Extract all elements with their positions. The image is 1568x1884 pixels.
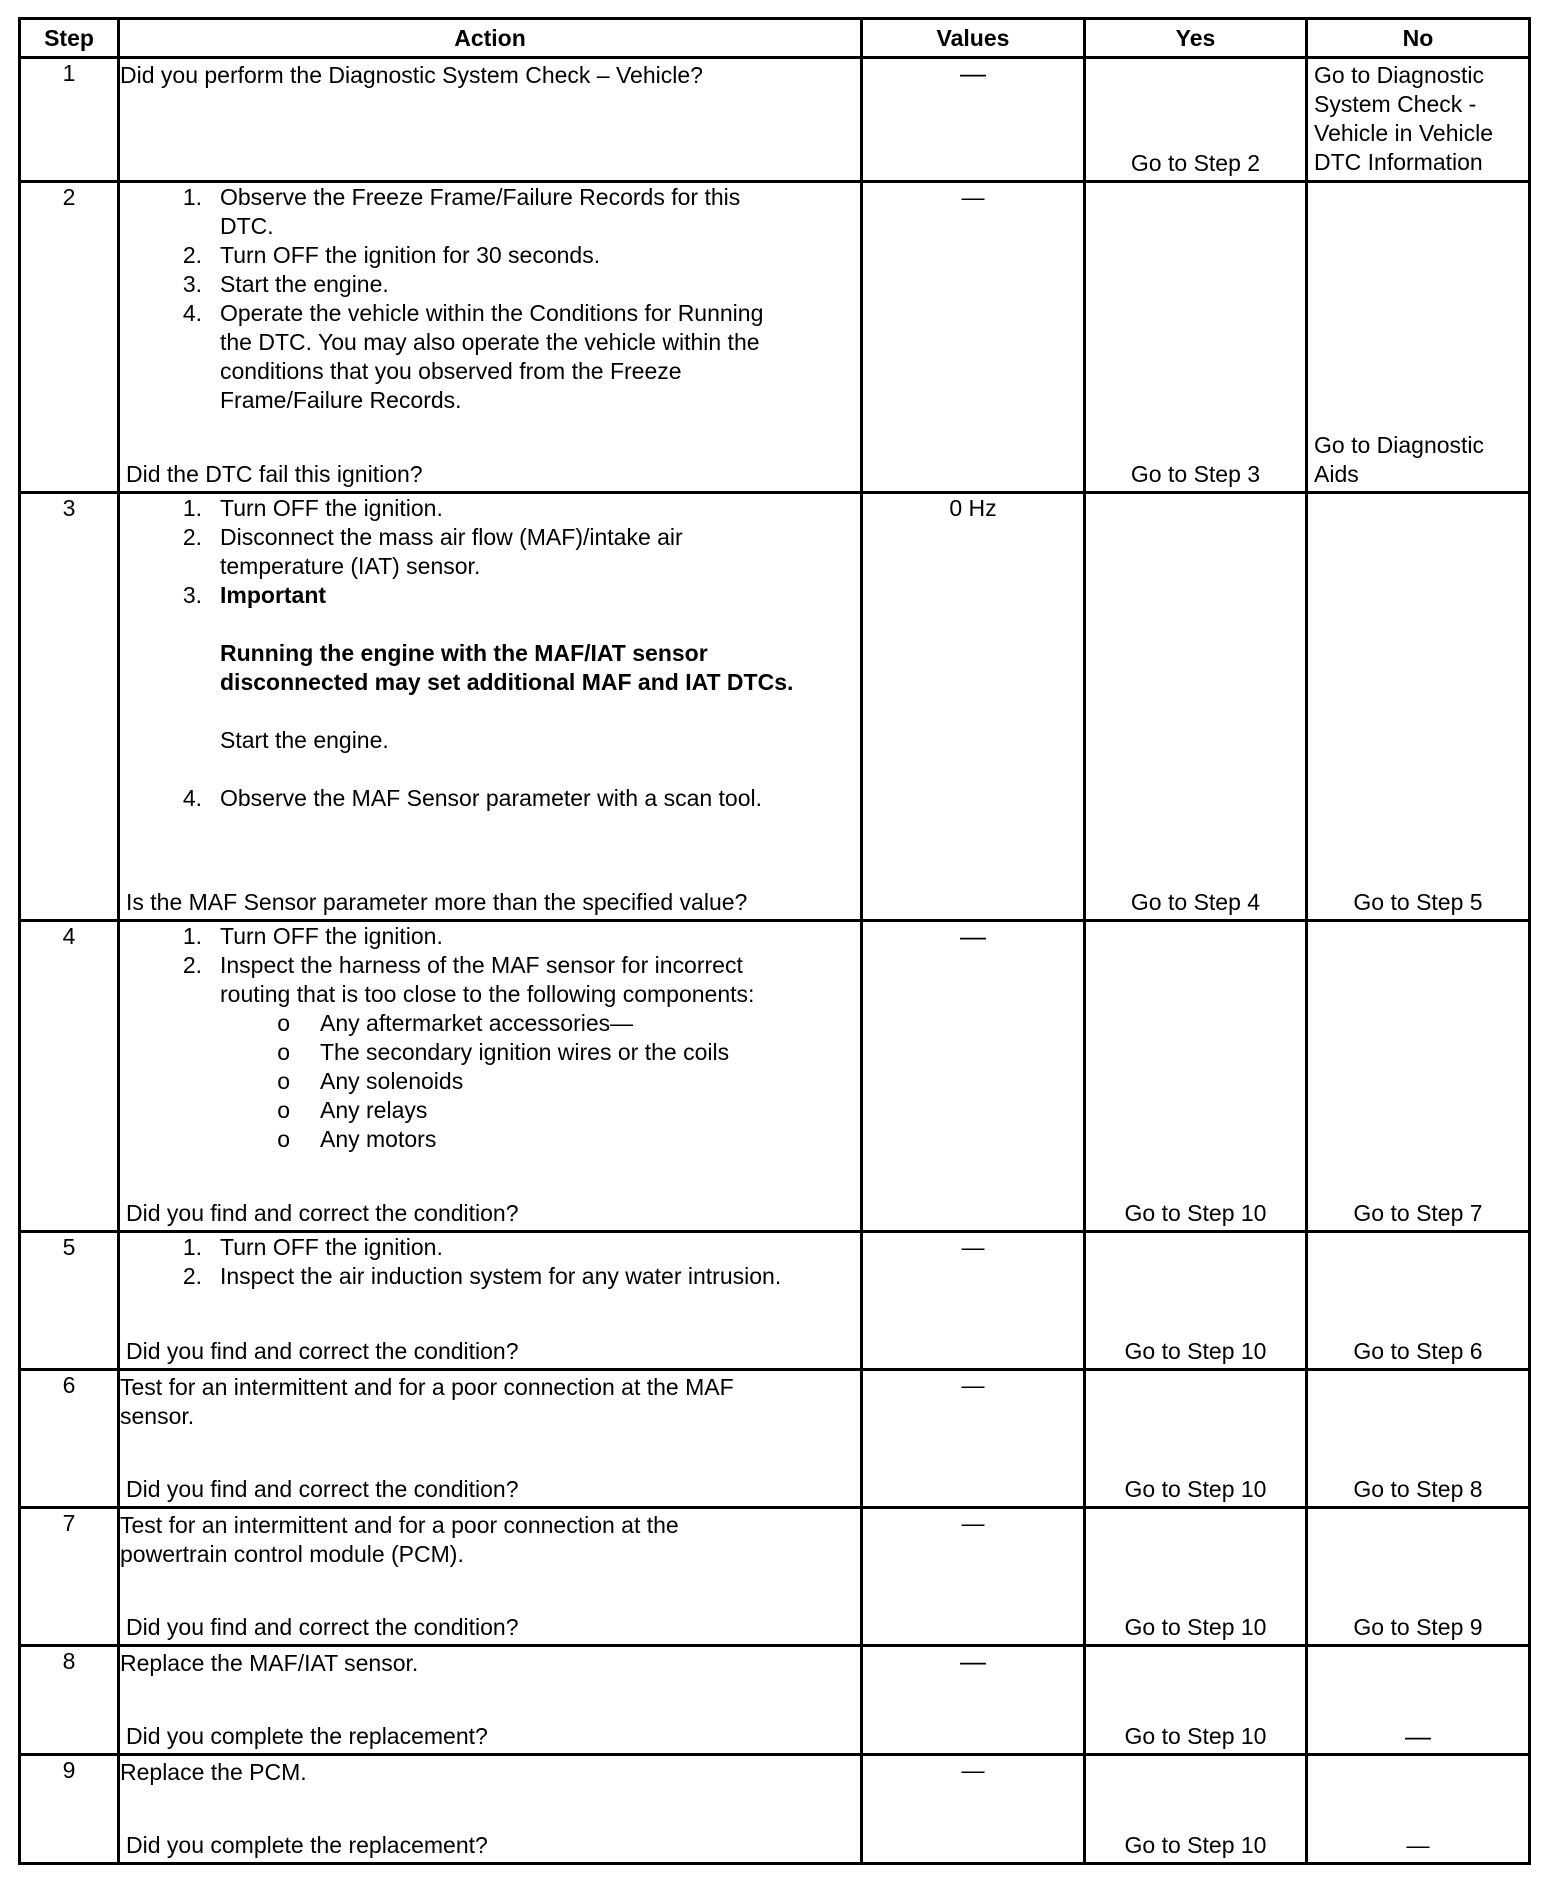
yes-cell <box>1085 1755 1307 1864</box>
table-row <box>20 493 1530 921</box>
list-item <box>120 581 860 784</box>
list-item <box>120 784 860 813</box>
no-link[interactable] <box>1314 61 1526 177</box>
bullet-text: Any relays <box>320 1097 428 1123</box>
step-instruction: Start the engine. <box>220 727 389 753</box>
step-number: 5 <box>20 1232 119 1370</box>
list-item <box>120 299 860 415</box>
no-cell <box>1307 1755 1530 1864</box>
values-cell <box>862 1370 1085 1508</box>
item-number: 1. <box>182 184 202 210</box>
question-text: Did the DTC fail this ignition? <box>126 461 423 487</box>
bullet-glyph: o <box>277 1010 290 1036</box>
numbered-list <box>120 494 860 813</box>
no-cell <box>1307 182 1530 493</box>
item-number: 3. <box>182 582 202 608</box>
step-number: 3 <box>20 493 119 921</box>
value-text: — <box>961 1510 985 1536</box>
header-no: No <box>1307 19 1530 58</box>
action-line: Test for an intermittent and for a poor connection at the <box>120 1512 679 1538</box>
action-cell <box>119 921 862 1232</box>
yes-link[interactable]: Go to Step 10 <box>1124 1200 1267 1226</box>
header-step: Step <box>20 19 119 58</box>
list-item <box>120 1233 860 1262</box>
item-text: Observe the MAF Sensor parameter with a scan tool. <box>220 785 763 811</box>
numbered-list <box>120 183 860 415</box>
item-line: DTC. <box>220 213 274 239</box>
values-cell <box>862 1646 1085 1755</box>
values-cell <box>862 493 1085 921</box>
item-number: 3. <box>182 271 202 297</box>
item-number: 2. <box>182 242 202 268</box>
value-text: — <box>961 184 985 210</box>
list-item <box>120 523 860 581</box>
bullet-glyph: o <box>277 1097 290 1123</box>
item-line: temperature (IAT) sensor. <box>220 553 481 579</box>
no-link[interactable]: Go to Step 8 <box>1353 1476 1483 1502</box>
no-cell <box>1307 921 1530 1232</box>
no-cell <box>1307 1370 1530 1508</box>
no-cell <box>1307 1508 1530 1646</box>
item-number: 2. <box>182 952 202 978</box>
step-number: 9 <box>20 1755 119 1864</box>
action-text: Replace the PCM. <box>120 1759 307 1785</box>
item-text <box>220 241 860 270</box>
item-number: 1. <box>182 495 202 521</box>
yes-link[interactable]: Go to Step 10 <box>1124 1614 1267 1640</box>
value-text: — <box>960 58 986 88</box>
step-number: 1 <box>20 58 119 182</box>
no-value: — <box>1405 1721 1431 1751</box>
no-link[interactable]: Go to Step 5 <box>1353 889 1483 915</box>
value-text: — <box>960 921 986 951</box>
bullet-glyph: o <box>277 1068 290 1094</box>
list-item <box>120 183 860 241</box>
values-cell <box>862 182 1085 493</box>
question-text: Did you find and correct the condition? <box>126 1200 519 1226</box>
values-cell <box>862 1232 1085 1370</box>
bullet-item <box>120 1038 860 1067</box>
diagnostic-steps-table <box>18 17 1531 1865</box>
values-cell <box>862 921 1085 1232</box>
bullet-item <box>120 1096 860 1125</box>
header-row <box>20 19 1530 58</box>
item-number: 2. <box>182 524 202 550</box>
no-value: — <box>1406 1832 1430 1858</box>
action-text <box>120 1509 860 1569</box>
item-line: Frame/Failure Records. <box>220 387 462 413</box>
action-text: Replace the MAF/IAT sensor. <box>120 1650 419 1676</box>
no-line: System Check - <box>1314 91 1477 117</box>
table-row <box>20 182 1530 493</box>
question-text: Did you complete the replacement? <box>126 1723 488 1749</box>
question-text: Did you find and correct the condition? <box>126 1476 519 1502</box>
action-line: Test for an intermittent and for a poor connection at the MAF <box>120 1374 734 1400</box>
yes-link[interactable]: Go to Step 3 <box>1130 461 1261 487</box>
value-text: 0 Hz <box>949 495 997 521</box>
yes-cell <box>1085 921 1307 1232</box>
yes-link[interactable]: Go to Step 10 <box>1124 1832 1267 1858</box>
yes-cell <box>1085 1370 1307 1508</box>
item-line: conditions that you observed from the Freeze <box>220 358 682 384</box>
question-text: Is the MAF Sensor parameter more than the specified value? <box>126 889 748 915</box>
header-values: Values <box>862 19 1085 58</box>
yes-link[interactable]: Go to Step 10 <box>1124 1476 1267 1502</box>
item-number: 1. <box>182 1234 202 1260</box>
action-line: powertrain control module (PCM). <box>120 1541 464 1567</box>
header-yes: Yes <box>1085 19 1307 58</box>
item-text: Turn OFF the ignition. <box>220 923 443 949</box>
action-cell <box>119 1755 862 1864</box>
warning-line: disconnected may set additional MAF and IAT DTCs. <box>220 669 794 695</box>
list-item <box>120 241 860 270</box>
value-text: — <box>961 1757 985 1783</box>
yes-link[interactable]: Go to Step 10 <box>1124 1723 1267 1749</box>
bullet-item <box>120 1125 860 1154</box>
bullet-text: Any solenoids <box>320 1068 464 1094</box>
yes-cell <box>1085 1508 1307 1646</box>
values-cell <box>862 58 1085 182</box>
bullet-item <box>120 1067 860 1096</box>
table-row <box>20 1508 1530 1646</box>
numbered-list <box>120 1233 860 1291</box>
action-text: Did you perform the Diagnostic System Check – Vehicle? <box>120 62 703 88</box>
item-number: 2. <box>182 1263 202 1289</box>
no-line: Go to Diagnostic <box>1314 62 1485 88</box>
item-text <box>220 270 860 299</box>
no-link[interactable]: Go to Step 7 <box>1353 1200 1483 1226</box>
yes-cell <box>1085 1646 1307 1755</box>
no-link[interactable] <box>1314 431 1526 489</box>
step-number: 7 <box>20 1508 119 1646</box>
yes-cell <box>1085 493 1307 921</box>
header-action: Action <box>119 19 862 58</box>
no-line: DTC Information <box>1314 149 1483 175</box>
item-text <box>220 299 860 415</box>
item-text <box>220 581 860 784</box>
values-cell <box>862 1755 1085 1864</box>
action-cell <box>119 493 862 921</box>
item-line: Observe the Freeze Frame/Failure Records for this <box>220 184 741 210</box>
action-cell <box>119 1370 862 1508</box>
yes-cell <box>1085 1232 1307 1370</box>
yes-link[interactable]: Go to Step 2 <box>1130 150 1261 176</box>
item-number: 4. <box>182 785 202 811</box>
no-link[interactable]: Go to Step 6 <box>1353 1338 1483 1364</box>
bullet-text: Any motors <box>320 1126 437 1152</box>
step-number: 8 <box>20 1646 119 1755</box>
no-cell <box>1307 1646 1530 1755</box>
question-text: Did you find and correct the condition? <box>126 1338 519 1364</box>
yes-cell <box>1085 182 1307 493</box>
action-cell <box>119 58 862 182</box>
value-text: — <box>961 1234 985 1260</box>
item-number: 1. <box>182 923 202 949</box>
table-row <box>20 1232 1530 1370</box>
list-item <box>120 494 860 523</box>
table-row <box>20 1755 1530 1864</box>
no-line: Aids <box>1314 461 1359 487</box>
step-number: 6 <box>20 1370 119 1508</box>
yes-cell <box>1085 58 1307 182</box>
item-text <box>220 183 860 241</box>
item-line: Disconnect the mass air flow (MAF)/intake air <box>220 524 683 550</box>
item-line: Turn OFF the ignition for 30 seconds. <box>220 242 601 268</box>
no-line: Go to Diagnostic <box>1314 432 1485 458</box>
important-heading: Important <box>220 582 327 608</box>
bullet-list <box>120 1009 860 1154</box>
yes-link[interactable]: Go to Step 10 <box>1124 1338 1267 1364</box>
no-cell <box>1307 58 1530 182</box>
bullet-text: Any aftermarket accessories— <box>320 1010 634 1036</box>
question-text: Did you find and correct the condition? <box>126 1614 519 1640</box>
item-text: Inspect the air induction system for any water intrusion. <box>220 1263 782 1289</box>
list-item <box>120 951 860 1009</box>
warning-line: Running the engine with the MAF/IAT sensor <box>220 640 708 666</box>
action-text <box>120 1371 860 1431</box>
item-text <box>220 523 860 581</box>
value-text: — <box>960 1646 986 1676</box>
bullet-glyph: o <box>277 1126 290 1152</box>
action-cell <box>119 182 862 493</box>
bullet-item <box>120 1009 860 1038</box>
action-cell <box>119 1232 862 1370</box>
item-text: Turn OFF the ignition. <box>220 495 443 521</box>
list-item <box>120 922 860 951</box>
table-row <box>20 1370 1530 1508</box>
yes-link[interactable]: Go to Step 4 <box>1130 889 1261 915</box>
no-link[interactable]: Go to Step 9 <box>1353 1614 1483 1640</box>
no-cell <box>1307 493 1530 921</box>
action-line: sensor. <box>120 1403 195 1429</box>
table-row <box>20 58 1530 182</box>
list-item <box>120 270 860 299</box>
values-cell <box>862 1508 1085 1646</box>
no-cell <box>1307 1232 1530 1370</box>
warning-text <box>220 639 860 697</box>
item-line: Start the engine. <box>220 271 389 297</box>
item-line: Inspect the harness of the MAF sensor for incorrect <box>220 952 743 978</box>
item-line: routing that is too close to the following components: <box>220 981 755 1007</box>
item-line: Operate the vehicle within the Conditions for Running <box>220 300 764 326</box>
bullet-text: The secondary ignition wires or the coils <box>320 1039 730 1065</box>
table-row <box>20 1646 1530 1755</box>
step-number: 4 <box>20 921 119 1232</box>
bullet-glyph: o <box>277 1039 290 1065</box>
item-number: 4. <box>182 300 202 326</box>
table-row <box>20 921 1530 1232</box>
no-line: Vehicle in Vehicle <box>1314 120 1494 146</box>
action-cell <box>119 1646 862 1755</box>
action-cell <box>119 1508 862 1646</box>
item-text <box>220 951 860 1009</box>
item-line: the DTC. You may also operate the vehicle within the <box>220 329 760 355</box>
list-item <box>120 1262 860 1291</box>
step-number: 2 <box>20 182 119 493</box>
item-text: Turn OFF the ignition. <box>220 1234 443 1260</box>
numbered-list <box>120 922 860 1154</box>
question-text: Did you complete the replacement? <box>126 1832 488 1858</box>
value-text: — <box>961 1372 985 1398</box>
